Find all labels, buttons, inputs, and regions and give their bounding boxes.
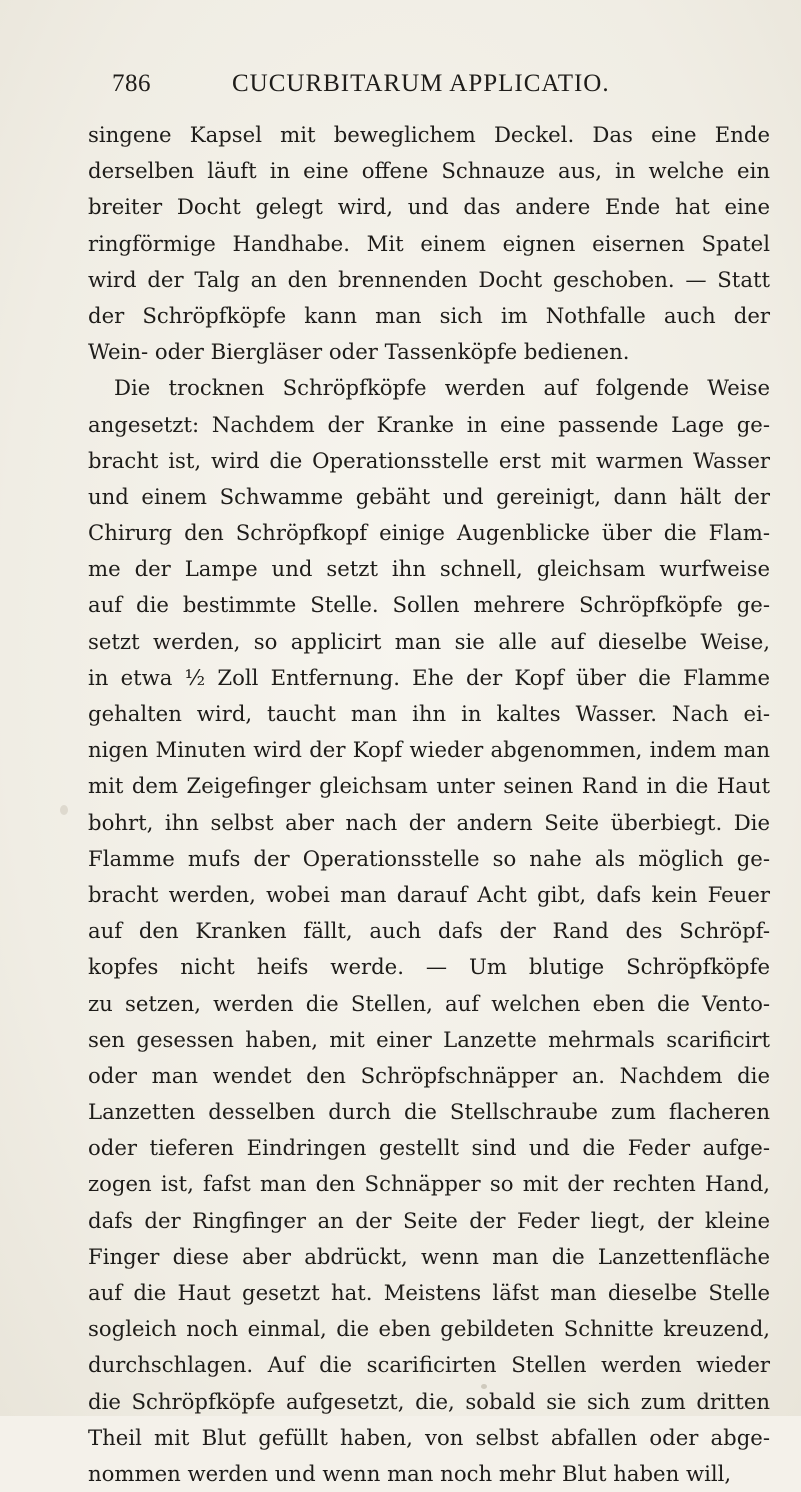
text-line: der Schröpfköpfe kann man sich im Nothfalle auch der [88, 302, 770, 328]
text-line: Wein- oder Biergläser oder Tassenköpfe bedienen. [88, 339, 630, 365]
text-line: durchschlagen. Auf die scarificirten Stellen werden wieder [88, 1352, 770, 1378]
text-line: oder man wendet den Schröpfschnäpper an. Nachdem die [88, 1062, 770, 1088]
text-line: Theil mit Blut gefüllt haben, von selbst abfallen oder abge- [88, 1424, 770, 1450]
text-line: ringförmige Handhabe. Mit einem eignen eisernen Spatel [88, 230, 770, 256]
page-header [112, 70, 672, 106]
text-line: auf die Haut gesetzt hat. Meistens läfst man dieselbe Stelle [88, 1280, 770, 1305]
text-line: kopfes nicht heifs werde. — Um blutige Schröpfköpfe [88, 954, 770, 980]
text-line: sogleich noch einmal, die eben gebildeten Schnitte kreuzend, [88, 1316, 770, 1342]
text-line: derselben läuft in eine offene Schnauze aus, in welche ein [88, 158, 770, 184]
text-line: zu setzen, werden die Stellen, auf welchen eben die Vento- [88, 990, 770, 1016]
text-line: me der Lampe und setzt ihn schnell, gleichsam wurfweise [88, 556, 770, 582]
paragraph-start-line: Die trocknen Schröpfköpfe werden auf folgende Weise [114, 375, 770, 401]
text-line: auf die bestimmte Stelle. Sollen mehrere Schröpfköpfe ge- [88, 592, 770, 618]
text-line: Finger diese aber abdrückt, wenn man die Lanzettenfläche [88, 1243, 770, 1269]
text-line: in etwa ½ Zoll Entfernung. Ehe der Kopf über die Flamme [88, 664, 770, 690]
text-line: Lanzetten desselben durch die Stellschraube zum flacheren [88, 1099, 770, 1125]
text-line: angesetzt: Nachdem der Kranke in eine passende Lage ge- [88, 411, 770, 437]
text-line: die Schröpfköpfe aufgesetzt, die, sobald sie sich zum dritten [88, 1388, 770, 1414]
text-line: Flamme mufs der Operationsstelle so nahe als möglich ge- [88, 845, 770, 871]
text-line: sen gesessen haben, mit einer Lanzette mehrmals scarificirt [88, 1026, 770, 1052]
text-line: und einem Schwamme gebäht und gereinigt, dann hält der [88, 483, 770, 509]
text-line: mit dem Zeigefinger gleichsam unter seinen Rand in die Haut [88, 773, 770, 799]
text-line: nigen Minuten wird der Kopf wieder abgenommen, indem man [88, 737, 770, 763]
text-line: wird der Talg an den brennenden Docht geschoben. — Statt [88, 266, 770, 292]
paper-spot [60, 805, 68, 815]
running-title: CUCURBITARUM APPLICATIO. [232, 70, 610, 97]
text-line: nommen werden und wenn man noch mehr Blut haben will, [88, 1460, 732, 1486]
text-line: gehalten wird, taucht man ihn in kaltes Wasser. Nach ei- [88, 701, 770, 726]
text-line: oder tieferen Eindringen gestellt sind und die Feder aufge- [88, 1135, 770, 1161]
paper-spot [481, 1384, 487, 1389]
text-line: dafs der Ringfinger an der Seite der Feder liegt, der kleine [88, 1207, 770, 1233]
text-line: Chirurg den Schröpfkopf einige Augenblicke über die Flam- [88, 520, 770, 546]
text-line: zogen ist, fafst man den Schnäpper so mit der rechten Hand, [88, 1171, 770, 1197]
text-line: bohrt, ihn selbst aber nach der andern Seite überbiegt. Die [88, 809, 770, 835]
text-line: bracht werden, wobei man darauf Acht gibt, dafs kein Feuer [88, 881, 770, 907]
text-line: bracht ist, wird die Operationsstelle erst mit warmen Wasser [88, 447, 770, 473]
page-number: 786 [112, 70, 151, 97]
body-text [88, 117, 770, 1492]
text-line: setzt werden, so applicirt man sie alle auf dieselbe Weise, [88, 628, 770, 654]
text-line: breiter Docht gelegt wird, und das andere Ende hat eine [88, 194, 770, 220]
text-line: auf den Kranken fällt, auch dafs der Rand des Schröpf- [88, 918, 770, 944]
text-line: singene Kapsel mit beweglichem Deckel. Das eine Ende [88, 122, 770, 147]
